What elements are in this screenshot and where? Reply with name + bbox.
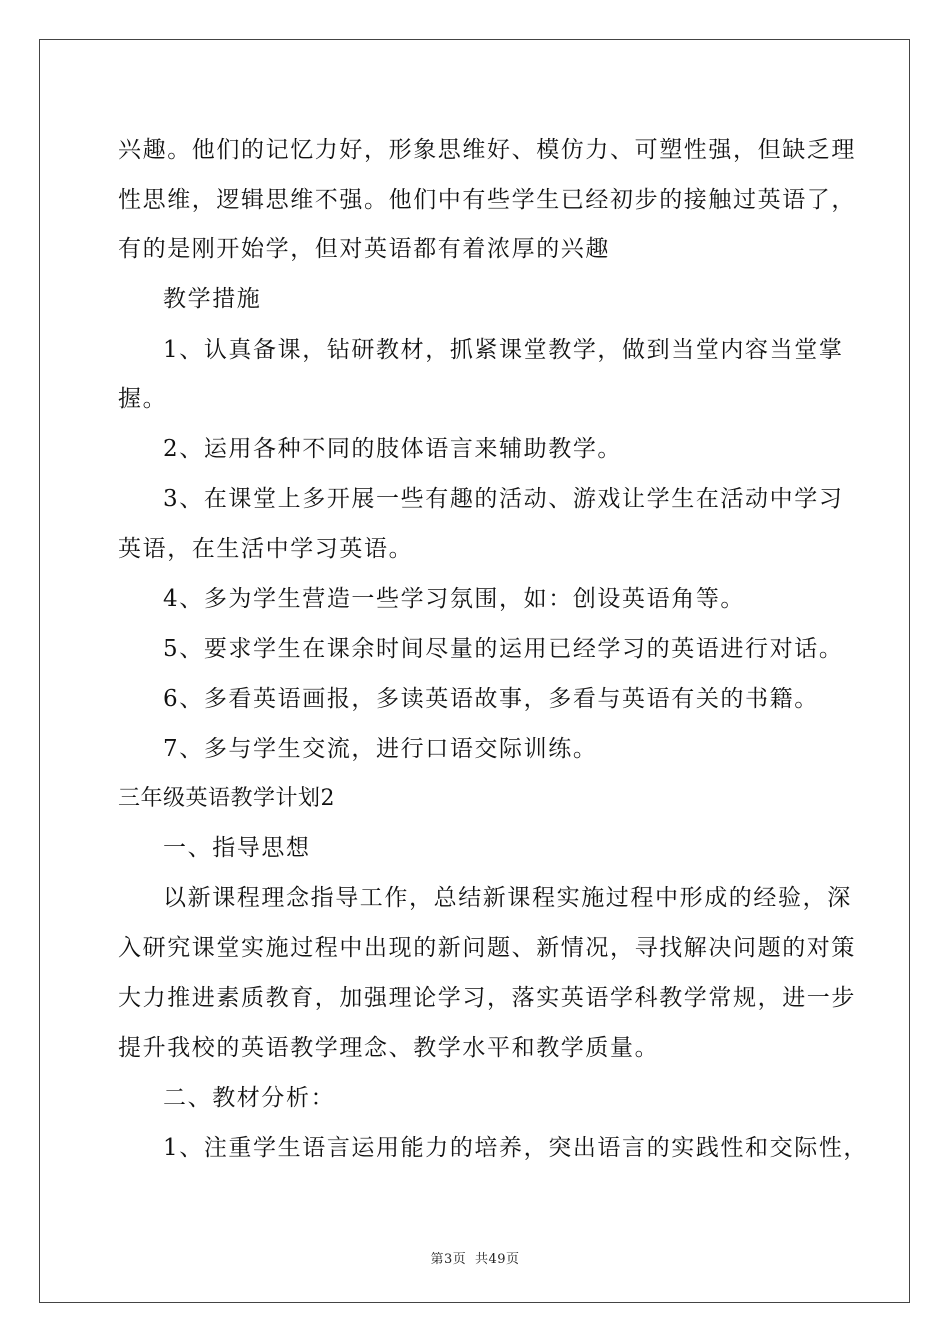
list-item-4: 4、多为学生营造一些学习氛围，如：创设英语角等。: [163, 586, 746, 612]
list-item-5: 5、要求学生在课余时间尽量的运用已经学习的英语进行对话。: [163, 636, 844, 662]
paragraph-line: 1、注重学生语言运用能力的培养，突出语言的实践性和交际性，: [163, 1135, 869, 1161]
list-item-3-continued: 英语，在生活中学习英语。: [118, 536, 414, 562]
page-footer: [0, 1248, 950, 1267]
document-title: 三年级英语教学计划2: [118, 786, 335, 811]
section-heading-teaching-measures: 教学措施: [163, 286, 262, 312]
list-item-2: 2、运用各种不同的肢体语言来辅助教学。: [163, 436, 623, 462]
paragraph-line: 兴趣。他们的记忆力好，形象思维好、模仿力、可塑性强，但缺乏理: [118, 137, 856, 163]
list-item-1-continued: 握。: [118, 386, 168, 412]
page-number: 第3页: [430, 1252, 467, 1267]
list-item-7: 7、多与学生交流，进行口语交际训练。: [163, 736, 598, 762]
list-item-3: 3、在课堂上多开展一些有趣的活动、游戏让学生在活动中学习: [163, 486, 844, 512]
section-heading-textbook-analysis: 二、教材分析：: [163, 1085, 336, 1111]
paragraph-line: 有的是刚开始学，但对英语都有着浓厚的兴趣: [118, 236, 610, 262]
list-item-1: 1、认真备课，钻研教材，抓紧课堂教学，做到当堂内容当堂掌: [163, 337, 844, 363]
page-total: 共49页: [474, 1252, 520, 1267]
section-heading-guiding-thought: 一、指导思想: [163, 835, 311, 861]
paragraph-line: 入研究课堂实施过程中出现的新问题、新情况，寻找解决问题的对策: [118, 935, 856, 961]
paragraph-line: 提升我校的英语教学理念、教学水平和教学质量。: [118, 1035, 660, 1061]
paragraph-line: 大力推进素质教育，加强理论学习，落实英语学科教学常规，进一步: [118, 985, 856, 1011]
list-item-6: 6、多看英语画报，多读英语故事，多看与英语有关的书籍。: [163, 686, 819, 712]
page-border: [39, 39, 910, 1303]
paragraph-line: 以新课程理念指导工作，总结新课程实施过程中形成的经验，深: [163, 885, 852, 911]
paragraph-line: 性思维，逻辑思维不强。他们中有些学生已经初步的接触过英语了，: [118, 187, 856, 213]
